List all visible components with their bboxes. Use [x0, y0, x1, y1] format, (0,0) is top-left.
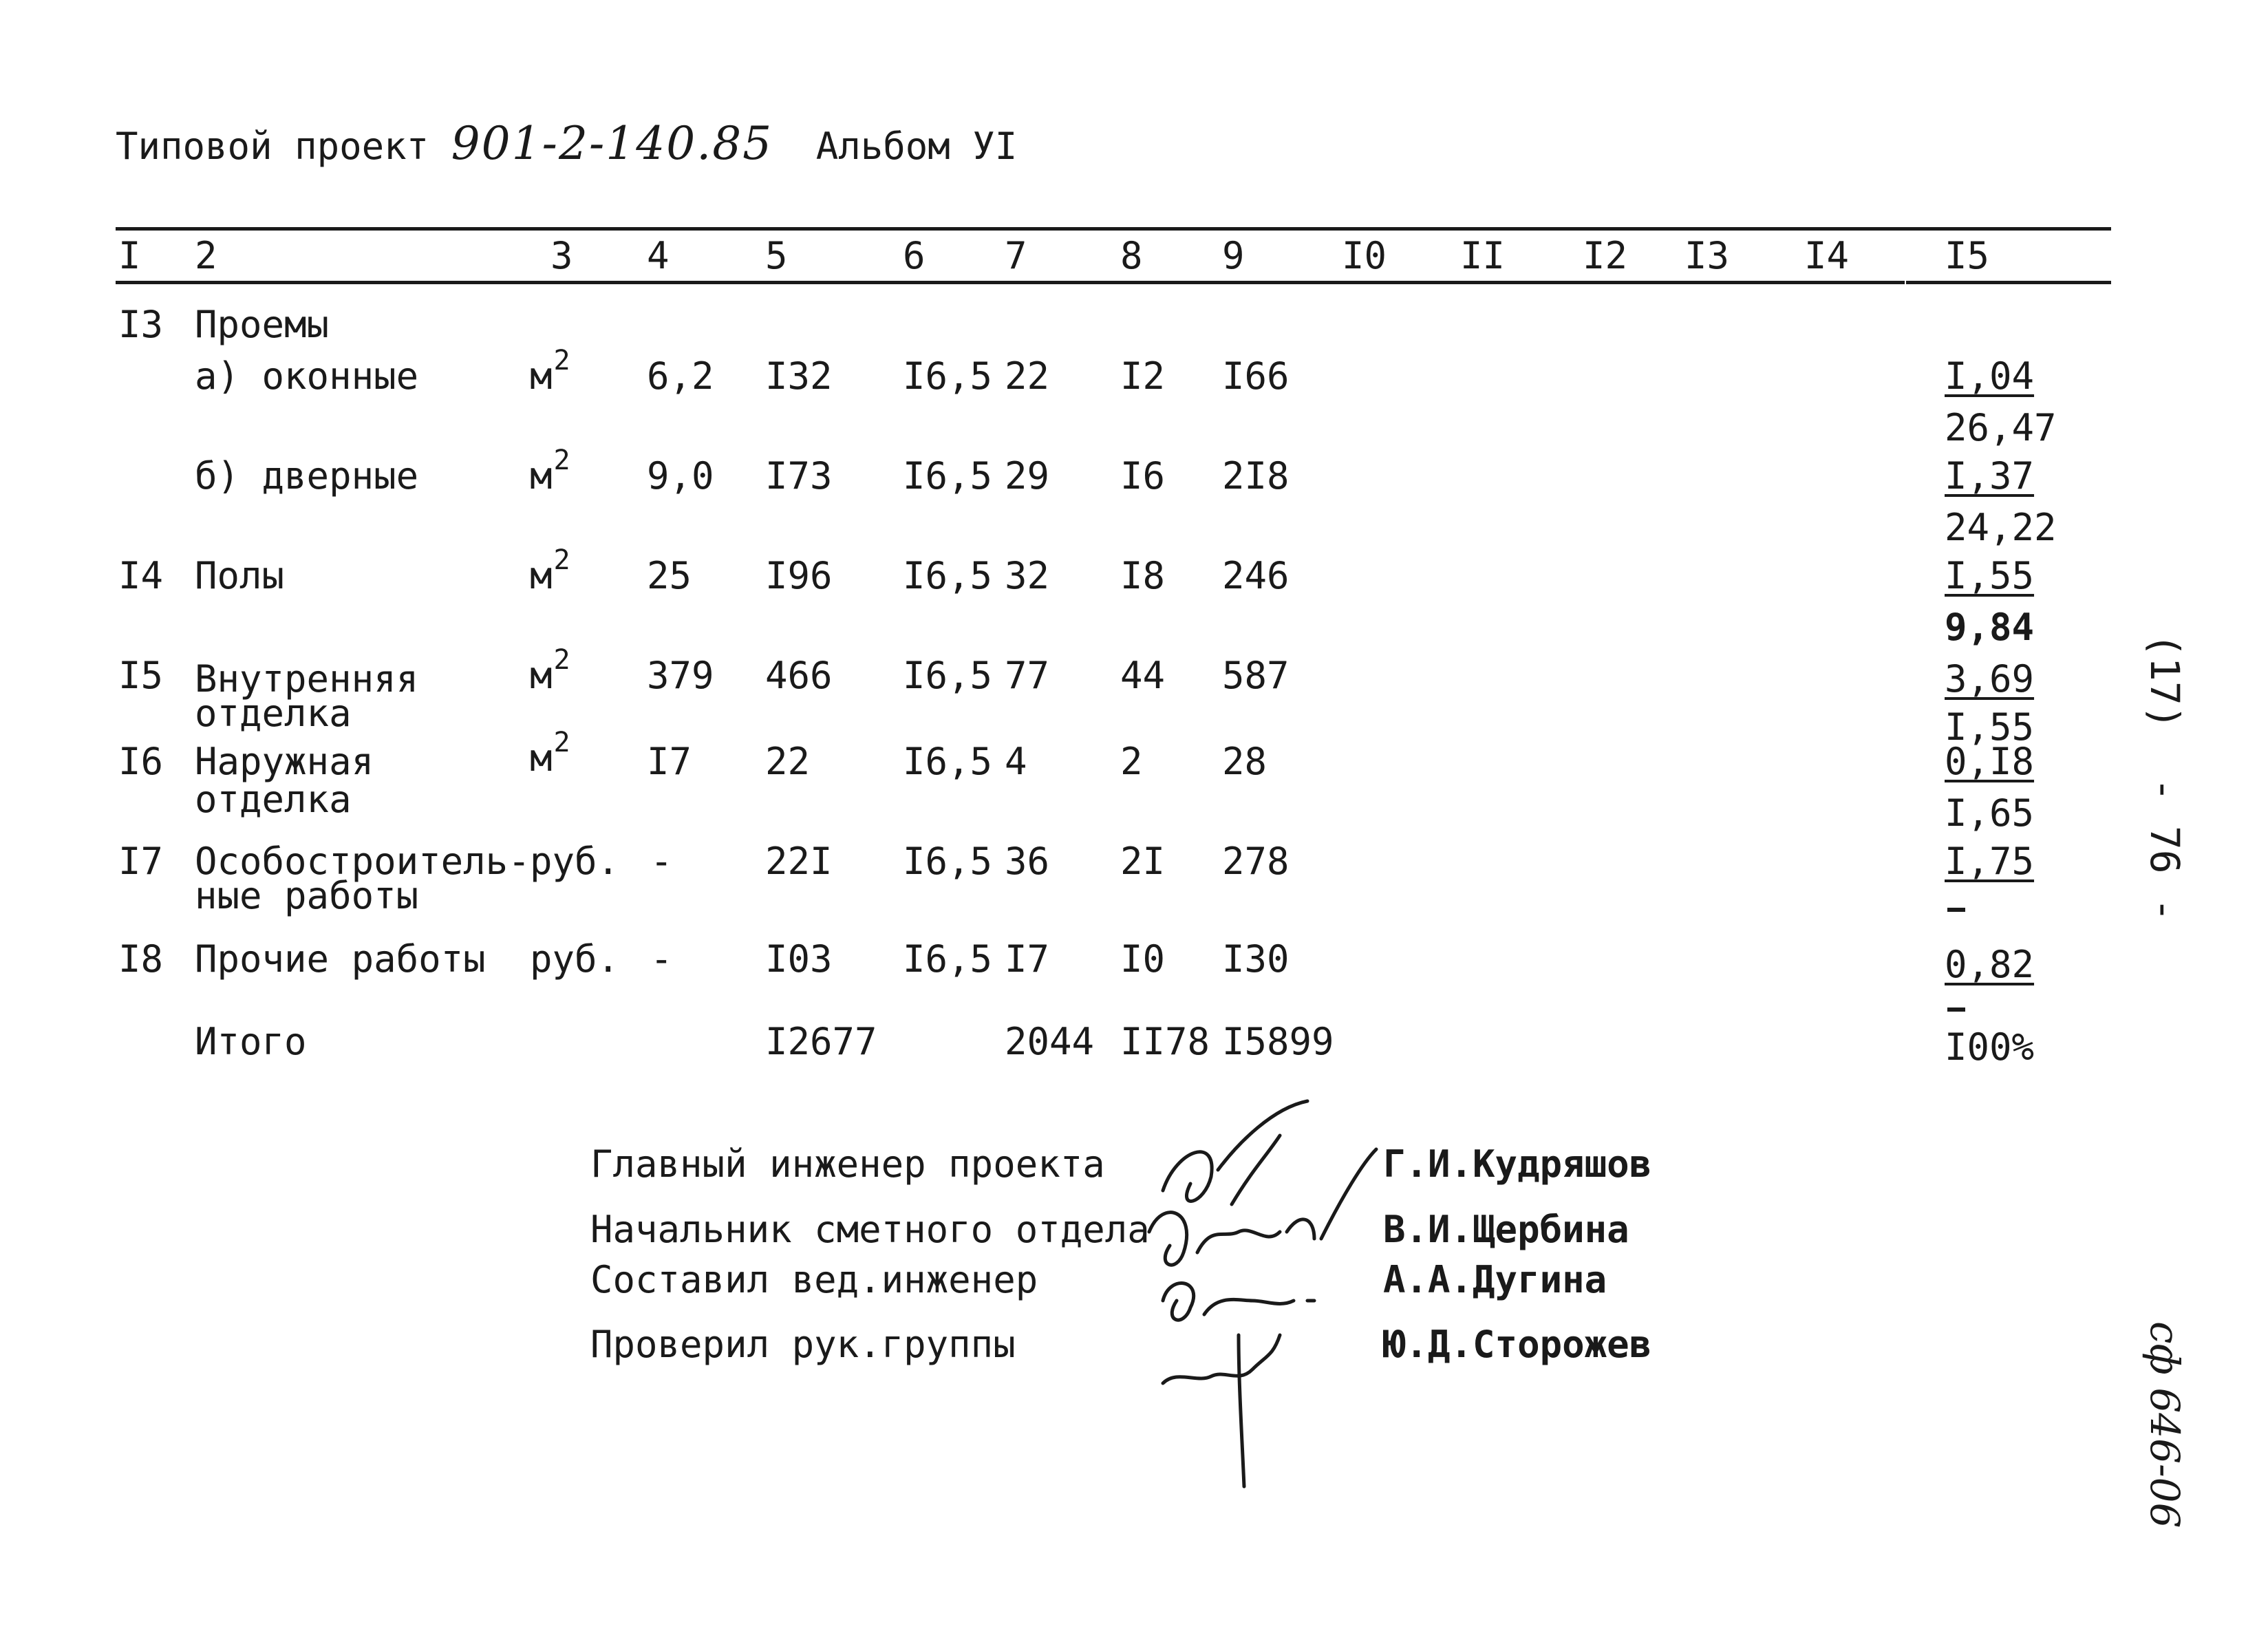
total-col8: II78 — [1120, 1020, 1210, 1063]
document-header — [116, 117, 1017, 170]
col-num-2: 2 — [195, 234, 217, 277]
row-name: Проемы — [195, 303, 330, 346]
col-num-6: 6 — [903, 234, 926, 277]
cell-col7: 29 — [1005, 454, 1050, 498]
unit-text: м — [530, 454, 553, 498]
unit-superscript: 2 — [553, 727, 570, 758]
unit-superscript: 2 — [553, 445, 570, 476]
col-num-11: II — [1460, 234, 1506, 277]
row-unit: руб. — [530, 937, 620, 981]
row-name: Внутренняя — [195, 657, 419, 701]
signature-role: Начальник сметного отдела — [590, 1208, 1150, 1251]
cell-col5: I32 — [765, 354, 833, 398]
cell-col9: 246 — [1222, 554, 1290, 597]
col-num-15: I5 — [1945, 234, 1990, 277]
unit-text: м — [530, 654, 553, 697]
cell-col15-top: I,75 — [1945, 840, 2035, 883]
signatory-name: В.И.Щербина — [1383, 1208, 1629, 1251]
cell-col5: 22I — [765, 840, 833, 883]
cell-col8: I8 — [1120, 554, 1166, 597]
cell-col4: 9,0 — [647, 454, 714, 498]
row-name-cont: отделка — [195, 692, 352, 735]
col-num-3: 3 — [550, 234, 573, 277]
cell-col6: I6,5 — [903, 654, 993, 697]
cell-col4: 379 — [647, 654, 714, 697]
unit-text: м — [530, 736, 553, 780]
signatory-name: Ю.Д.Сторожев — [1383, 1323, 1652, 1366]
cell-col7: 32 — [1005, 554, 1050, 597]
signatory-name: Г.И.Кудряшов — [1383, 1142, 1652, 1186]
signature-role: Главный инженер проекта — [590, 1142, 1105, 1186]
col-num-12: I2 — [1583, 234, 1628, 277]
cell-col5: I73 — [765, 454, 833, 498]
page-marker: - 76 - — [2141, 778, 2188, 922]
row-name: Прочие работы — [195, 937, 486, 981]
project-number: 901-2-140.85 — [451, 117, 773, 170]
row-unit: руб. — [530, 840, 620, 883]
row-name: б) дверные — [195, 454, 419, 498]
cell-col6: I6,5 — [903, 937, 993, 981]
cell-col4: 6,2 — [647, 354, 714, 398]
cell-col6: I6,5 — [903, 454, 993, 498]
row-name: а) оконные — [195, 354, 419, 398]
cell-col9: I66 — [1222, 354, 1290, 398]
col-num-7: 7 — [1005, 234, 1027, 277]
signature-role: Проверил рук.группы — [590, 1323, 1016, 1366]
unit-superscript: 2 — [553, 644, 570, 676]
cell-col15-bottom: 24,22 — [1945, 506, 2057, 549]
row-num: I5 — [118, 654, 164, 697]
cell-col8: I2 — [1120, 354, 1166, 398]
col-num-9: 9 — [1222, 234, 1245, 277]
cell-col8: 2I — [1120, 840, 1166, 883]
cell-col7: 22 — [1005, 354, 1050, 398]
row-num: I8 — [118, 937, 164, 981]
col-num-10: I0 — [1342, 234, 1387, 277]
cell-col7: I7 — [1005, 937, 1050, 981]
cell-col15-bottom: 9,84 — [1945, 606, 2035, 649]
row-name-cont: отделка — [195, 778, 352, 821]
total-label: Итого — [195, 1020, 307, 1063]
unit-superscript: 2 — [553, 544, 570, 576]
cell-col5: I96 — [765, 554, 833, 597]
cell-col5: 466 — [765, 654, 833, 697]
total-col15: I00% — [1945, 1025, 2035, 1069]
row-num: I4 — [118, 554, 164, 597]
row-unit — [530, 345, 570, 398]
row-unit — [530, 644, 570, 697]
cell-col8: I0 — [1120, 937, 1166, 981]
cell-col7: 36 — [1005, 840, 1050, 883]
cell-col6: I6,5 — [903, 840, 993, 883]
empty-dash — [1947, 902, 1965, 915]
cell-col9: I30 — [1222, 937, 1290, 981]
cell-col4: - — [650, 840, 673, 883]
handwritten-signatures — [1135, 1094, 1397, 1493]
row-name: Наружная — [195, 740, 374, 783]
cell-col5: 22 — [765, 740, 811, 783]
row-unit — [530, 445, 570, 498]
table-top-rule — [116, 227, 2111, 231]
col-num-8: 8 — [1120, 234, 1143, 277]
cell-col8: 44 — [1120, 654, 1166, 697]
row-num: I6 — [118, 740, 164, 783]
row-name: Особостроитель- — [195, 840, 531, 883]
col-num-1: I — [118, 234, 141, 277]
cell-col9: 587 — [1222, 654, 1290, 697]
col-num-4: 4 — [647, 234, 670, 277]
row-name: Полы — [195, 554, 285, 597]
cell-col7: 77 — [1005, 654, 1050, 697]
unit-text: м — [530, 354, 553, 398]
cell-col15-bottom: 26,47 — [1945, 406, 2057, 449]
header-bottom-rule — [116, 281, 1905, 284]
cell-col15-top: I,04 — [1945, 354, 2035, 398]
cell-col15-bottom: I,55 — [1945, 705, 2035, 749]
cell-col15-bottom: I,65 — [1945, 791, 2035, 835]
cell-col4: 25 — [647, 554, 692, 597]
cell-col9: 28 — [1222, 740, 1267, 783]
cell-col15-top: I,55 — [1945, 554, 2035, 597]
cell-col6: I6,5 — [903, 554, 993, 597]
cell-col5: I03 — [765, 937, 833, 981]
header-prefix: Типовой проект — [116, 125, 429, 168]
header-bottom-rule-right — [1906, 281, 2111, 284]
cell-col6: I6,5 — [903, 740, 993, 783]
total-col7: 2044 — [1005, 1020, 1095, 1063]
cell-col8: 2 — [1120, 740, 1143, 783]
col-num-5: 5 — [765, 234, 788, 277]
album-label: Альбом УI — [815, 125, 1018, 168]
col-num-13: I3 — [1684, 234, 1730, 277]
row-unit — [530, 544, 570, 597]
cell-col9: 278 — [1222, 840, 1290, 883]
unit-superscript: 2 — [553, 345, 570, 376]
row-unit — [530, 727, 570, 780]
cell-col4: I7 — [647, 740, 692, 783]
cell-col15-top: 3,69 — [1945, 657, 2035, 701]
cell-col15-top: 0,I8 — [1945, 740, 2035, 783]
total-col9: I5899 — [1222, 1020, 1334, 1063]
row-num: I7 — [118, 840, 164, 883]
sheet-code: (17) — [2141, 633, 2188, 729]
col-num-14: I4 — [1804, 234, 1850, 277]
signatory-name: А.А.Дугина — [1383, 1258, 1607, 1301]
cell-col6: I6,5 — [903, 354, 993, 398]
row-name-cont: ные работы — [195, 874, 419, 917]
signature-role: Составил вед.инженер — [590, 1258, 1038, 1301]
cell-col15-top: 0,82 — [1945, 943, 2035, 986]
cell-col7: 4 — [1005, 740, 1027, 783]
empty-dash — [1947, 1001, 1965, 1014]
cell-col15-top: I,37 — [1945, 454, 2035, 498]
unit-text: м — [530, 554, 553, 597]
archive-code: сф 646-06 — [2141, 1321, 2188, 1528]
row-num: I3 — [118, 303, 164, 346]
cell-col9: 2I8 — [1222, 454, 1290, 498]
total-col5: I2677 — [765, 1020, 877, 1063]
cell-col4: - — [650, 937, 673, 981]
cell-col8: I6 — [1120, 454, 1166, 498]
